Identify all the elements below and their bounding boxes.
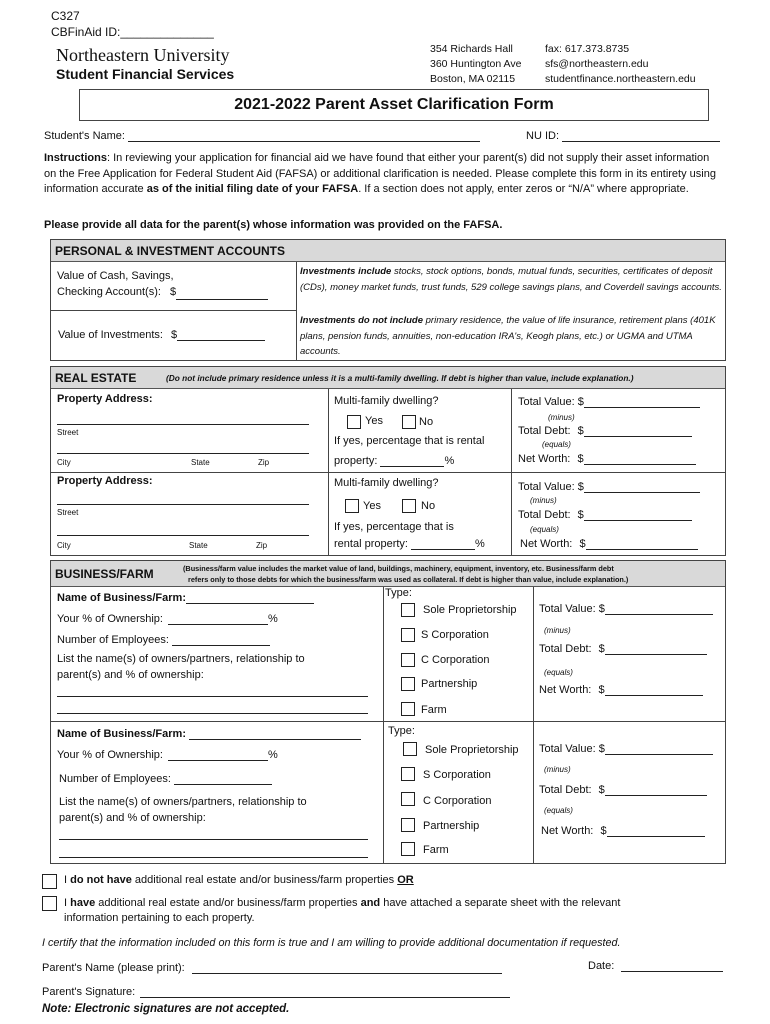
cash-row <box>57 268 268 300</box>
owners-field-2b[interactable] <box>59 846 368 858</box>
type-c-corp-checkbox-1[interactable] <box>401 653 415 667</box>
bus-total-value-label-1: Total Value: $ <box>539 603 605 615</box>
owners-field-2a[interactable] <box>59 828 368 840</box>
contact-block <box>545 42 696 87</box>
debt-dollar: $ <box>577 425 584 437</box>
include-text: stocks, stock options, bonds, mutual funds, securities, certificates of deposit (CDs), money market funds, trust funds, 529 college savings plans, and Coverdell savings accounts. <box>300 266 722 293</box>
real-estate-note: (Do not include primary residence unless it is a multi-family dwelling. If debt is higher than value, include explanation.) <box>166 373 634 383</box>
owners-label-1 <box>57 651 305 683</box>
net-dollar: $ <box>577 453 584 465</box>
property-address-2: Property Address: <box>57 475 153 487</box>
property-2-line-2[interactable] <box>57 524 309 536</box>
university-name: Northeastern University <box>56 45 230 65</box>
type-s-corp-label-1: S Corporation <box>421 629 489 641</box>
ownership-field-2[interactable] <box>168 750 268 761</box>
bus-total-value-label-2: Total Value: $ <box>539 743 605 755</box>
bus-total-debt-2 <box>539 784 707 796</box>
multi-family-label-1: Multi-family dwelling? <box>334 395 439 407</box>
have-mid: additional real estate and/or business/farm properties <box>95 897 361 909</box>
bus-divider-1 <box>383 587 384 864</box>
bus-row-divider <box>50 721 726 722</box>
cash-label-1: Value of Cash, Savings, <box>57 270 174 282</box>
type-s-corp-checkbox-2[interactable] <box>401 767 415 781</box>
real-estate-header: REAL ESTATE <box>55 371 137 385</box>
type-partnership-checkbox-2[interactable] <box>401 818 415 832</box>
title-box <box>79 89 709 121</box>
business-header: BUSINESS/FARM <box>55 567 154 581</box>
business-note <box>183 563 628 585</box>
have-line-2: information pertaining to each property. <box>64 912 255 924</box>
signature-label: Parent's Signature: <box>42 986 136 998</box>
city-label-1: City <box>57 458 71 467</box>
investments-row <box>58 329 265 341</box>
bus-divider-2 <box>533 587 534 864</box>
property-address-1: Property Address: <box>57 393 153 405</box>
state-label-2: State <box>189 541 208 550</box>
email-link[interactable]: sfs@northeastern.edu <box>545 58 649 70</box>
provide-all-note: Please provide all data for the parent(s) whose information was provided on the FAFSA. <box>44 219 503 231</box>
page-title: 2021-2022 Parent Asset Clarification Form <box>234 96 554 113</box>
type-s-corp-label-2: S Corporation <box>423 769 491 781</box>
bus-total-debt-field-2[interactable] <box>605 785 707 796</box>
yes-label-1: Yes <box>365 415 383 427</box>
investments-exclude <box>300 313 724 360</box>
employees-label-1: Number of Employees: <box>57 634 169 646</box>
rental-pct-row-1 <box>334 455 454 467</box>
re-total-debt-2 <box>518 509 692 521</box>
re-total-debt-1 <box>518 425 692 437</box>
electronic-signature-note: Note: Electronic signatures are not accepted. <box>42 1003 290 1015</box>
owners-field-1b[interactable] <box>57 702 368 714</box>
type-farm-checkbox-1[interactable] <box>401 702 415 716</box>
signature-field[interactable] <box>140 987 510 998</box>
bus-debt-dollar-1: $ <box>598 643 605 655</box>
re-net-worth-2 <box>520 538 698 550</box>
business-name-label-2: Name of Business/Farm: <box>57 728 186 740</box>
have-bold: have <box>70 897 96 909</box>
cbfinaid-id: CBFinAid ID:______________ <box>51 25 214 39</box>
street-label-2: Street <box>57 508 79 517</box>
student-name-row <box>44 130 480 142</box>
investments-label: Value of Investments: <box>58 329 163 341</box>
nuid-row <box>526 130 720 142</box>
re-total-value-field-2[interactable] <box>584 482 700 493</box>
percent-sign-1: % <box>444 455 455 467</box>
business-note-1: (Business/farm value includes the market value of land, buildings, machinery, equipment, inventory, etc. Business/farm debt <box>183 564 614 573</box>
student-name-label: Student's Name: <box>44 130 125 142</box>
date-field[interactable] <box>621 961 723 972</box>
bus-debt-dollar-2: $ <box>598 784 605 796</box>
cash-label-2: Checking Account(s): <box>57 286 161 298</box>
have-and: and <box>360 897 381 909</box>
business-name-row-2 <box>57 728 361 740</box>
multi-family-yes-checkbox-1[interactable] <box>347 415 361 429</box>
ownership-row-1 <box>57 613 278 625</box>
property-label-1: property: <box>334 455 378 467</box>
total-value-label-2: Total Value: $ <box>518 481 584 493</box>
no-additional-bold: do not have <box>70 874 132 886</box>
or-label: OR <box>397 874 414 886</box>
type-partnership-label-1: Partnership <box>421 678 478 690</box>
instructions-lead: Instructions <box>44 152 107 164</box>
re-net-worth-field-2[interactable] <box>586 539 698 550</box>
no-additional-pre: I <box>64 874 71 886</box>
employees-label-2: Number of Employees: <box>59 773 171 785</box>
have-additional-text <box>64 896 620 926</box>
re-total-value-1 <box>518 396 700 408</box>
net-dollar-2: $ <box>579 538 586 550</box>
bus-net-worth-label-1: Net Worth: <box>539 684 592 696</box>
parent-name-label: Parent's Name (please print): <box>42 962 185 974</box>
business-name-field-1[interactable] <box>186 593 314 604</box>
type-s-corp-checkbox-1[interactable] <box>401 628 415 642</box>
address-line-2: 360 Huntington Ave <box>430 58 522 70</box>
investments-dollar: $ <box>171 329 178 341</box>
bus-total-debt-field-1[interactable] <box>605 644 707 655</box>
employees-field-1[interactable] <box>172 635 270 646</box>
cash-dollar: $ <box>170 286 177 298</box>
owners-field-1a[interactable] <box>57 685 368 697</box>
fax: fax: 617.373.8735 <box>545 43 630 55</box>
personal-divider <box>296 262 297 361</box>
bus-total-debt-label-2: Total Debt: <box>539 784 592 796</box>
personal-header: PERSONAL & INVESTMENT ACCOUNTS <box>55 244 286 258</box>
have-post: have attached a separate sheet with the relevant <box>380 897 621 909</box>
signature-row <box>42 986 510 998</box>
type-sole-prop-checkbox-2[interactable] <box>403 742 417 756</box>
multi-family-yes-checkbox-2[interactable] <box>345 499 359 513</box>
type-c-corp-label-2: C Corporation <box>423 795 492 807</box>
owners-label-2b: parent(s) and % of ownership: <box>59 812 206 824</box>
re-total-value-2 <box>518 481 700 493</box>
investments-field[interactable] <box>177 330 265 341</box>
re-total-value-field-1[interactable] <box>584 397 700 408</box>
type-sole-prop-label-1: Sole Proprietorship <box>423 604 517 616</box>
bus-total-value-2 <box>539 743 713 755</box>
header-codes <box>51 8 214 40</box>
no-additional-checkbox[interactable] <box>42 874 57 889</box>
ownership-field-1[interactable] <box>168 614 268 625</box>
type-farm-label-2: Farm <box>423 844 449 856</box>
instructions-text: : In reviewing your application for financial aid we have found that either your parent(s) did not supply their asset information on the Free Application for Federal Student Aid (FAFSA) or additional clarification is needed. Please complete this form in its entirety using information accurate <box>44 152 716 195</box>
re-total-debt-field-2[interactable] <box>584 510 692 521</box>
type-label-2: Type: <box>388 725 415 737</box>
percentage-label-2: If yes, percentage that is <box>334 521 454 533</box>
instructions-text-2: . If a section does not apply, enter zeros or “N/A” where appropriate. <box>358 183 689 195</box>
no-label-2: No <box>421 500 436 512</box>
business-name-field-2[interactable] <box>189 729 361 740</box>
bus-net-dollar-2: $ <box>600 825 607 837</box>
have-pre: I <box>64 897 71 909</box>
total-debt-label: Total Debt: <box>518 425 571 437</box>
university-logo <box>56 46 234 83</box>
rental-pct-row-2 <box>334 538 485 550</box>
multi-family-no-checkbox-1[interactable] <box>402 415 416 429</box>
city-label-2: City <box>57 541 71 550</box>
equals-label-1: (equals) <box>542 440 571 449</box>
address-line-3: Boston, MA 02115 <box>430 73 516 85</box>
type-partnership-checkbox-1[interactable] <box>401 677 415 691</box>
nuid-field[interactable] <box>562 131 720 142</box>
form-code: C327 <box>51 9 80 23</box>
re-net-worth-1 <box>518 453 696 465</box>
minus-label-1: (minus) <box>548 413 575 422</box>
bus-net-dollar-1: $ <box>598 684 605 696</box>
bus-minus-1: (minus) <box>544 626 571 635</box>
nuid-label: NU ID: <box>526 130 559 142</box>
re-total-debt-field-1[interactable] <box>584 426 692 437</box>
ownership-percent-1: % <box>268 613 278 625</box>
instructions <box>44 151 724 198</box>
yes-label-2: Yes <box>363 500 381 512</box>
business-name-label-1: Name of Business/Farm: <box>57 592 186 604</box>
cash-field[interactable] <box>176 289 268 300</box>
equals-label-2: (equals) <box>530 525 559 534</box>
type-c-corp-checkbox-2[interactable] <box>401 792 415 806</box>
multi-family-no-checkbox-2[interactable] <box>402 499 416 513</box>
type-farm-checkbox-2[interactable] <box>401 842 415 856</box>
type-farm-label-1: Farm <box>421 704 447 716</box>
property-1-line-1[interactable] <box>57 413 309 425</box>
ownership-label-2: Your % of Ownership: <box>57 749 163 761</box>
property-2-line-1[interactable] <box>57 493 309 505</box>
instructions-bold: as of the initial filing date of your FAFSA <box>146 183 359 195</box>
have-additional-checkbox[interactable] <box>42 896 57 911</box>
bus-equals-1: (equals) <box>544 668 573 677</box>
no-additional-text <box>64 874 414 886</box>
website-link[interactable]: studentfinance.northeastern.edu <box>545 73 696 85</box>
business-note-2: refers only to those debts for which the business/farm was used as collateral. If debt is higher than value, include explanation.) <box>188 575 629 584</box>
type-c-corp-label-1: C Corporation <box>421 654 490 666</box>
certify-statement: I certify that the information included on this form is true and I am willing to provide additional documentation if requested. <box>42 937 621 949</box>
address-block <box>430 42 521 87</box>
type-partnership-label-2: Partnership <box>423 820 480 832</box>
bus-total-debt-1 <box>539 643 707 655</box>
rental-percent-field-2[interactable] <box>411 539 475 550</box>
minus-label-2: (minus) <box>530 496 557 505</box>
employees-field-2[interactable] <box>174 774 272 785</box>
bus-equals-2: (equals) <box>544 806 573 815</box>
parent-name-field[interactable] <box>192 963 502 974</box>
no-label-1: No <box>419 416 434 428</box>
bus-total-value-1 <box>539 603 713 615</box>
bus-net-worth-2 <box>541 825 705 837</box>
re-net-worth-field-1[interactable] <box>584 454 696 465</box>
student-name-field[interactable] <box>128 131 480 142</box>
property-1-line-2[interactable] <box>57 442 309 454</box>
owners-label-1b: parent(s) and % of ownership: <box>57 669 204 681</box>
owners-label-2a: List the name(s) of owners/partners, relationship to <box>59 796 307 808</box>
employees-row-2 <box>59 773 272 785</box>
street-label-1: Street <box>57 428 79 437</box>
date-label: Date: <box>588 960 615 972</box>
exclude-lead: Investments do not include <box>300 315 423 326</box>
bus-total-debt-label-1: Total Debt: <box>539 643 592 655</box>
type-sole-prop-checkbox-1[interactable] <box>401 603 415 617</box>
bus-net-worth-label-2: Net Worth: <box>541 825 594 837</box>
zip-label-1: Zip <box>258 458 270 467</box>
bus-minus-2: (minus) <box>544 765 571 774</box>
total-debt-label-2: Total Debt: <box>518 509 571 521</box>
rental-percent-field-1[interactable] <box>380 456 444 467</box>
bus-net-worth-field-1[interactable] <box>605 685 703 696</box>
bus-net-worth-field-2[interactable] <box>607 826 705 837</box>
owners-label-1a: List the name(s) of owners/partners, relationship to <box>57 653 305 665</box>
bus-total-value-field-1[interactable] <box>605 604 713 615</box>
percent-sign-2: % <box>475 538 485 550</box>
employees-row-1 <box>57 634 270 646</box>
type-label-1: Type: <box>385 587 412 599</box>
multi-family-label-2: Multi-family dwelling? <box>334 477 439 489</box>
percentage-label-1: If yes, percentage that is rental <box>334 435 485 447</box>
owners-label-2 <box>59 794 307 826</box>
state-label-1: State <box>191 458 210 467</box>
investments-include <box>300 264 724 295</box>
net-worth-label-2: Net Worth: <box>520 538 573 550</box>
date-row <box>588 960 723 972</box>
rental-property-label-2: rental property: <box>334 538 408 550</box>
include-lead: Investments include <box>300 266 392 277</box>
exclude-text: primary residence, the value of life insurance, retirement plans (401K plans, pension funds, annuities, non-education IRA's, Keogh plans, etc.) or UGMA and UTMA accounts. <box>300 315 716 357</box>
ownership-label-1: Your % of Ownership: <box>57 613 163 625</box>
debt-dollar-2: $ <box>577 509 584 521</box>
address-line-1: 354 Richards Hall <box>430 43 513 55</box>
total-value-label: Total Value: $ <box>518 396 584 408</box>
bus-total-value-field-2[interactable] <box>605 744 713 755</box>
type-sole-prop-label-2: Sole Proprietorship <box>425 744 519 756</box>
bus-net-worth-1 <box>539 684 703 696</box>
ownership-row-2 <box>57 749 278 761</box>
parent-name-row <box>42 962 502 974</box>
personal-row-divider <box>50 310 296 311</box>
net-worth-label: Net Worth: <box>518 453 571 465</box>
ownership-percent-2: % <box>268 749 278 761</box>
zip-label-2: Zip <box>256 541 268 550</box>
no-additional-post: additional real estate and/or business/farm properties <box>131 874 398 886</box>
re-row-divider <box>50 472 726 473</box>
department-name: Student Financial Services <box>56 66 235 82</box>
business-name-row-1 <box>57 592 314 604</box>
